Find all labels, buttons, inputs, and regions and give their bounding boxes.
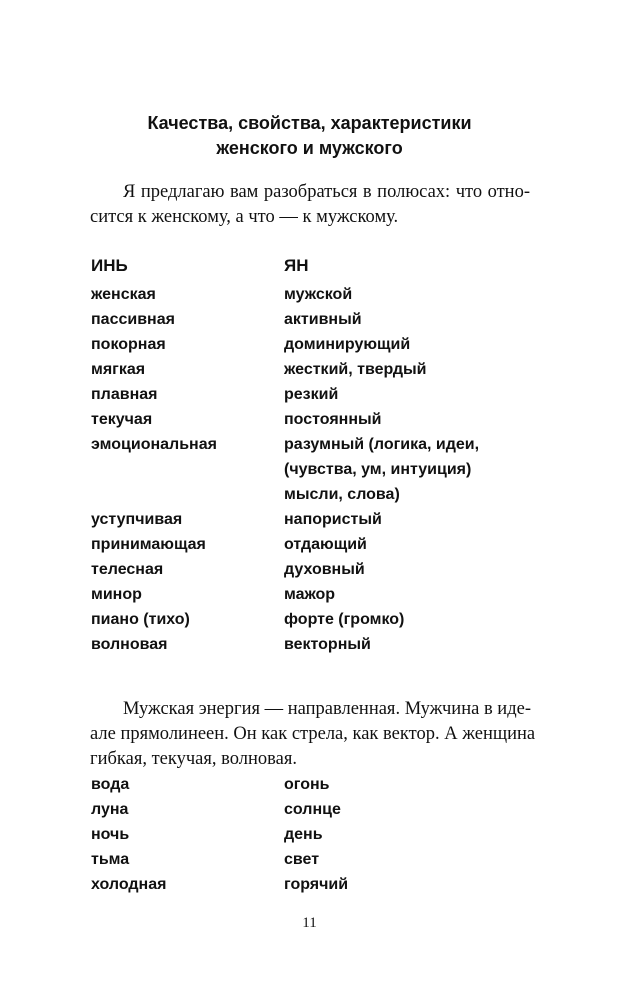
table-row: [0, 532, 619, 557]
middle-paragraph: [90, 697, 536, 772]
table-row: [0, 822, 619, 847]
masculine-quality: форте (громко): [284, 611, 405, 628]
feminine-quality: холодная: [91, 876, 167, 893]
masculine-quality: жесткий, твердый: [284, 361, 427, 378]
middle-line-3: гибкая, текучая, волновая.: [90, 749, 297, 769]
masculine-quality: векторный: [284, 636, 371, 653]
masculine-quality: постоянный: [284, 411, 382, 428]
table-row: [0, 847, 619, 872]
middle-line-2: але прямолинеен. Он как стрела, как вектор. А женщина: [90, 724, 536, 744]
table-row: [0, 607, 619, 632]
table-row: [0, 407, 619, 432]
feminine-quality: телесная: [91, 561, 164, 578]
masculine-quality: свет: [284, 851, 320, 868]
feminine-quality: пиано (тихо): [91, 611, 190, 628]
masculine-quality: мажор: [284, 586, 336, 603]
masculine-quality: духовный: [284, 561, 365, 578]
masculine-quality: мужской: [284, 286, 353, 303]
masculine-quality: отдающий: [284, 536, 367, 553]
masculine-quality: резкий: [284, 386, 339, 403]
table1-header: [0, 253, 619, 278]
table-row: [0, 507, 619, 532]
table-row: [0, 432, 619, 457]
feminine-quality: эмоциональная: [91, 436, 217, 453]
section-title-line-2: женского и мужского: [216, 138, 403, 158]
masculine-quality: мысли, слова): [284, 486, 400, 503]
feminine-quality: волновая: [91, 636, 168, 653]
table-row: [0, 382, 619, 407]
table-row: [0, 357, 619, 382]
page-number: 11: [302, 915, 317, 931]
feminine-quality: принимающая: [91, 536, 206, 553]
feminine-quality: плавная: [91, 386, 158, 403]
intro-paragraph: [90, 180, 530, 230]
feminine-quality: женская: [91, 286, 156, 303]
masculine-quality: день: [284, 826, 323, 843]
masculine-quality: доминирующий: [284, 336, 411, 353]
masculine-quality: солнце: [284, 801, 341, 818]
yin-column-header: ИНЬ: [91, 256, 128, 275]
feminine-quality: мягкая: [91, 361, 146, 378]
table-row: [0, 307, 619, 332]
table-row: [0, 582, 619, 607]
feminine-quality: вода: [91, 776, 130, 793]
feminine-quality: текучая: [91, 411, 153, 428]
table-row: [0, 282, 619, 307]
feminine-quality: минор: [91, 586, 142, 603]
middle-line-1: Мужская энергия — направленная. Мужчина в иде-: [123, 699, 531, 719]
feminine-quality: пассивная: [91, 311, 175, 328]
masculine-quality: (чувства, ум, интуиция): [284, 461, 472, 478]
feminine-quality: ночь: [91, 826, 130, 843]
intro-line-2: сится к женскому, а что — к мужскому.: [90, 207, 399, 227]
masculine-quality: горячий: [284, 876, 349, 893]
table-row: [0, 557, 619, 582]
table-row: [0, 332, 619, 357]
feminine-quality: тьма: [91, 851, 130, 868]
table-row: [0, 872, 619, 897]
table-row: [0, 772, 619, 797]
masculine-quality: активный: [284, 311, 362, 328]
masculine-quality: разумный (логика, идеи,: [284, 436, 480, 453]
feminine-quality: луна: [91, 801, 129, 818]
table-row: [0, 632, 619, 657]
table-row: [0, 482, 619, 507]
masculine-quality: огонь: [284, 776, 330, 793]
intro-line-1: Я предлагаю вам разобраться в полюсах: что отно-: [123, 182, 530, 202]
section-title-line-1: Качества, свойства, характеристики: [147, 113, 472, 133]
yang-column-header: ЯН: [284, 256, 309, 275]
table-row: [0, 457, 619, 482]
table-row: [0, 797, 619, 822]
masculine-quality: напористый: [284, 511, 382, 528]
feminine-quality: уступчивая: [91, 511, 183, 528]
feminine-quality: покорная: [91, 336, 166, 353]
